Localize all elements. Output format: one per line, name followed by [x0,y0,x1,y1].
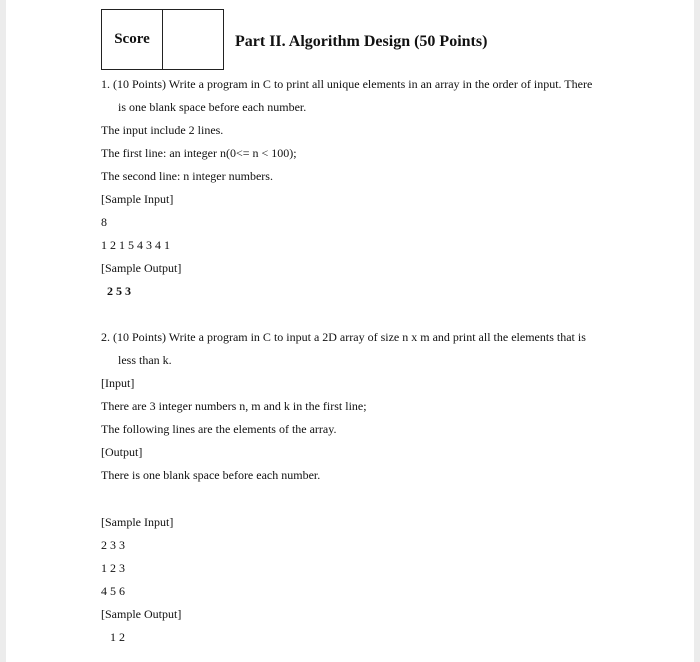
q2-sample-input-line3: 4 5 6 [101,584,125,598]
q1-sample-input-label: [Sample Input] [101,192,174,206]
q2-input-desc-line2: The following lines are the elements of the array. [101,422,337,436]
q1-second-line-desc: The second line: n integer numbers. [101,169,273,183]
q2-output-label: [Output] [101,445,143,459]
score-table [101,9,224,70]
q1-statement-line2: is one blank space before each number. [118,100,307,114]
score-label: Score [102,10,163,69]
q2-statement-line1: 2. (10 Points) Write a program in C to input a 2D array of size n x m and print all the elements that is [101,330,586,344]
q1-sample-input-values: 1 2 1 5 4 3 4 1 [101,238,170,252]
q1-sample-input-n: 8 [101,215,107,229]
q1-sample-output-values: 2 5 3 [107,284,131,298]
part-title: Part II. Algorithm Design (50 Points) [235,33,488,50]
q1-input-desc: The input include 2 lines. [101,123,224,137]
q2-sample-input-label: [Sample Input] [101,515,174,529]
q2-sample-output-values: 1 2 [110,630,125,644]
q2-input-desc-line1: There are 3 integer numbers n, m and k in the first line; [101,399,367,413]
q2-sample-input-line2: 1 2 3 [101,561,125,575]
q2-sample-output-label: [Sample Output] [101,607,182,621]
q2-output-desc: There is one blank space before each number. [101,468,321,482]
q2-input-label: [Input] [101,376,135,390]
q2-sample-input-line1: 2 3 3 [101,538,125,552]
q1-statement-line1: 1. (10 Points) Write a program in C to print all unique elements in an array in the order of input. There [101,77,593,91]
q1-sample-output-label: [Sample Output] [101,261,182,275]
q1-first-line-desc: The first line: an integer n(0<= n < 100); [101,146,297,160]
score-value-cell [163,10,223,69]
q2-statement-line2: less than k. [118,353,172,367]
